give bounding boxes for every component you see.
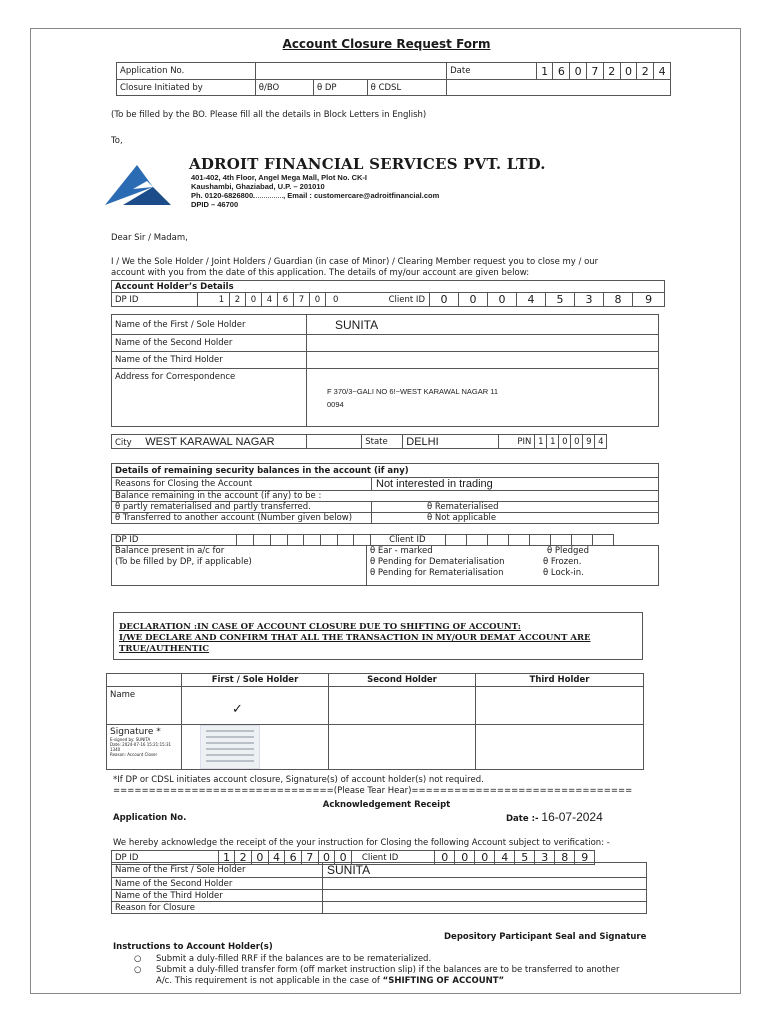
client-id-digit[interactable]: 9 (633, 293, 665, 307)
status-frozen[interactable]: θ Frozen. (543, 557, 582, 567)
intro-line-2: account with you from the date of this application. The details of my/our account are given below: (111, 268, 530, 278)
balance-present-cell (112, 546, 367, 586)
address-value[interactable] (307, 369, 659, 427)
transfer-dp-digit[interactable] (287, 535, 304, 546)
dp-id-digit[interactable]: 0 (310, 293, 326, 307)
transfer-dp-digit[interactable] (354, 535, 371, 546)
ack-reason-label: Reason for Closure (112, 902, 323, 914)
date-digit[interactable]: 1 (536, 63, 553, 80)
transfer-dp-digit[interactable] (304, 535, 321, 546)
dp-id-digit[interactable]: 6 (278, 293, 294, 307)
esign-line-2: Date: 2024-07-16 15:21:15:31 1340 (110, 742, 172, 752)
dp-id-label: DP ID (112, 293, 198, 307)
application-no-label: Application No. (117, 63, 256, 80)
pin-digit[interactable]: 1 (547, 435, 559, 449)
application-no-field[interactable] (255, 63, 446, 80)
dp-id-digit[interactable]: 4 (262, 293, 278, 307)
ack-title: Acknowledgement Receipt (322, 800, 451, 810)
option-transferred[interactable]: θ Transferred to another account (Number given below) (112, 513, 372, 524)
form-title: Account Closure Request Form (282, 37, 491, 51)
reasons-label: Reasons for Closing the Account (112, 478, 372, 491)
intro-line-1: I / We the Sole Holder / Joint Holders / Guardian (in case of Minor) / Clearing Member request you to close my / our (111, 257, 599, 267)
instruction-item-2-text: Submit a duly-filled transfer form (off market instruction slip) if the balances are to be transferred to another (156, 965, 620, 975)
dp-id-last-digit[interactable]: 0 (333, 294, 339, 305)
option-not-applicable[interactable]: θ Not applicable (372, 513, 659, 524)
phone-prefix: Ph. 0120- (191, 191, 224, 200)
name-row-label: Name (107, 687, 182, 725)
phone-number: 6826800 (223, 191, 254, 200)
transfer-dp-digit[interactable] (237, 535, 254, 546)
ack-dp-digit: 7 (301, 851, 318, 865)
closure-initiated-label: Closure Initiated by (117, 80, 256, 96)
closure-blank-cell (447, 80, 671, 96)
application-header-table (116, 62, 671, 96)
date-digit[interactable]: 0 (570, 63, 587, 80)
ack-dp-digit: 2 (235, 851, 252, 865)
company-address (191, 173, 439, 209)
ack-first-holder-label: Name of the First / Sole Holder (112, 863, 323, 878)
declaration-line-2: I/WE DECLARE AND CONFIRM THAT ALL THE TRANSACTION IN MY/OUR DEMAT ACCOUNT ARE TRUE/AUTHENTIC (119, 633, 591, 654)
instruction-item-2-cont (156, 976, 504, 987)
ack-client-id-label: Client ID (351, 851, 434, 865)
option-rematerialised[interactable]: θ Rematerialised (372, 502, 659, 513)
esign-line-3: Reason: Account Closer (110, 752, 158, 757)
pin-digit[interactable]: 0 (571, 435, 583, 449)
transfer-dp-digit[interactable] (320, 535, 337, 546)
status-pledged[interactable]: θ Pledged (547, 546, 590, 556)
transfer-client-digit[interactable] (529, 535, 550, 546)
esign-line-1: E-signed by: SUNITA (110, 737, 151, 742)
status-pending-demat[interactable]: θ Pending for Dematerialisation (370, 557, 505, 567)
ack-dp-digit: 1 (218, 851, 235, 865)
ack-names-table (111, 862, 647, 914)
signature-label: Signature * (110, 727, 161, 737)
col-second-holder: Second Holder (329, 674, 476, 687)
company-address-line1: 401-402, 4th Floor, Angel Mega Mall, Plot No. CK-I (191, 173, 368, 182)
ack-client-digit: 3 (535, 851, 555, 865)
ack-client-digit: 0 (435, 851, 455, 865)
state-label: State (362, 435, 403, 449)
remaining-label: Balance remaining in the account (if any) to be : (112, 491, 659, 502)
balance-present-label: Balance present in a/c for (115, 546, 225, 556)
address-line-2: 0094 (327, 399, 344, 409)
balance-present-note: (To be filled by DP, if applicable) (115, 557, 252, 567)
signature-table (106, 673, 644, 770)
transfer-dp-digit[interactable] (270, 535, 287, 546)
second-holder-name[interactable] (329, 687, 476, 725)
col-third-holder: Third Holder (476, 674, 644, 687)
declaration-line-1: DECLARATION :IN CASE OF ACCOUNT CLOSURE DUE TO SHIFTING OF ACCOUNT: (119, 622, 521, 632)
city-state-pin-table (111, 434, 658, 449)
ack-dp-digit: 0 (251, 851, 268, 865)
company-dpid: DPID – 46700 (191, 200, 239, 209)
address-label: Address for Correspondence (112, 369, 307, 427)
instruction-item-2: ○ Submit a duly-filled transfer form (off market instruction slip) if the balances are to be transferred to another (134, 965, 620, 975)
city-cell (112, 435, 307, 449)
ack-dp-digit: 0 (318, 851, 335, 865)
transfer-client-digit[interactable] (550, 535, 571, 546)
dp-id-digit[interactable]: 0 (246, 293, 262, 307)
company-contact (191, 191, 439, 200)
second-holder-value[interactable] (307, 335, 659, 352)
dp-id-digit[interactable]: 7 (294, 293, 310, 307)
ack-client-digit: 4 (495, 851, 515, 865)
dp-id-digit (198, 293, 214, 307)
signature-image (200, 725, 260, 769)
status-pending-remat[interactable]: θ Pending for Rematerialisation (370, 568, 504, 578)
ack-second-holder-label: Name of the Second Holder (112, 878, 323, 890)
pin-digit[interactable]: 1 (535, 435, 547, 449)
declaration-box (113, 612, 643, 660)
date-digit[interactable]: 0 (620, 63, 637, 80)
holder-details-heading: Account Holder’s Details (112, 281, 665, 293)
date-digit[interactable]: 7 (587, 63, 604, 80)
ack-application-no: Application No. (113, 813, 187, 823)
signature-corner (107, 674, 182, 687)
city-blank (307, 435, 362, 449)
ack-date (506, 810, 603, 824)
salutation: Dear Sir / Madam, (111, 233, 188, 243)
client-id-label-text: Client ID (388, 294, 425, 305)
client-id-label (326, 293, 430, 307)
date-digit[interactable]: 2 (603, 63, 620, 80)
esign-details (110, 737, 178, 757)
ack-receipt-text: We hereby acknowledge the receipt of the your instruction for Closing the following Account subject to verification: - (113, 838, 610, 848)
date-digit[interactable]: 4 (654, 63, 671, 80)
company-logo (103, 161, 173, 209)
third-holder-label: Name of the Third Holder (112, 352, 307, 369)
reasons-value[interactable]: Not interested in trading (372, 478, 659, 491)
ack-client-digit: 8 (555, 851, 575, 865)
city-label: City (115, 437, 132, 448)
status-lockin[interactable]: θ Lock-in. (543, 568, 584, 578)
first-holder-value[interactable]: SUNITA (307, 315, 659, 335)
transfer-client-digit[interactable] (571, 535, 592, 546)
client-id-digit[interactable]: 8 (604, 293, 633, 307)
signature-row-label-cell (107, 725, 182, 770)
holder-names-table (111, 314, 659, 427)
to-line: To, (111, 136, 123, 146)
date-digit[interactable]: 2 (637, 63, 654, 80)
second-holder-label: Name of the Second Holder (112, 335, 307, 352)
holder-details-table (111, 280, 665, 307)
company-name: ADROIT FINANCIAL SERVICES PVT. LTD. (189, 155, 546, 173)
dp-id-digit[interactable]: 1 (214, 293, 230, 307)
company-address-line2: Kaushambi, Ghaziabad, U.P. – 201010 (191, 182, 325, 191)
first-holder-label: Name of the First / Sole Holder (112, 315, 307, 335)
pin-spacer (607, 435, 658, 449)
closure-option-bo[interactable]: θ/BO (255, 80, 313, 96)
ack-date-value[interactable]: 16-07-2024 (541, 810, 603, 824)
instruction-item-2-bold: “SHIFTING OF ACCOUNT” (382, 976, 505, 986)
ack-client-digit: 5 (515, 851, 535, 865)
balance-present-table (111, 545, 659, 586)
transfer-client-digit[interactable] (592, 535, 613, 546)
dp-seal-label: Depository Participant Seal and Signature (444, 932, 647, 942)
first-holder-signature[interactable] (182, 725, 329, 770)
ack-second-holder-value (323, 878, 647, 890)
transfer-client-digit[interactable] (488, 535, 509, 546)
ack-client-digit: 9 (575, 851, 595, 865)
transfer-spacer (613, 535, 658, 546)
ack-client-digit: 0 (475, 851, 495, 865)
ack-client-digit: 0 (455, 851, 475, 865)
client-id-digit[interactable]: 0 (459, 293, 488, 307)
client-id-digit[interactable]: 4 (517, 293, 546, 307)
transfer-client-digit[interactable] (467, 535, 488, 546)
ack-dp-digit: 4 (268, 851, 285, 865)
transfer-client-digit[interactable] (509, 535, 530, 546)
transfer-dp-digit[interactable] (337, 535, 354, 546)
ack-dp-id-label: DP ID (112, 851, 219, 865)
instruction-item-1: ○ Submit a duly-filled RRF if the balances are to be rematerialized. (134, 954, 432, 964)
ack-third-holder-value (323, 890, 647, 902)
ack-third-holder-label: Name of the Third Holder (112, 890, 323, 902)
balance-status-cell (367, 546, 659, 586)
city-value[interactable]: WEST KARAWAL NAGAR (145, 435, 275, 448)
instructions-title: Instructions to Account Holder(s) (113, 942, 273, 952)
ack-dp-digit: 6 (285, 851, 302, 865)
status-ear-marked[interactable]: θ Ear - marked (370, 546, 433, 556)
date-digit[interactable]: 6 (553, 63, 570, 80)
ack-first-holder-value: SUNITA (323, 863, 647, 878)
balances-table (111, 463, 659, 524)
pin-digit[interactable]: 0 (559, 435, 571, 449)
ack-date-label: Date :- (506, 814, 539, 824)
transfer-client-id-label: Client ID (371, 535, 446, 546)
tear-line: ===============================(Please Tear Hear)=============================== (113, 786, 633, 796)
client-id-digit[interactable]: 0 (488, 293, 517, 307)
state-value[interactable]: DELHI (403, 435, 499, 449)
option-partly[interactable]: θ partly rematerialised and partly transferred. (112, 502, 372, 513)
address-line-1: F 370/3~GALI NO 6!~WEST KARAWAL NAGAR 11 (327, 386, 499, 396)
ack-dp-digit: 0 (335, 851, 352, 865)
first-holder-tick[interactable]: ✓ (182, 687, 329, 725)
form-page (30, 28, 741, 994)
transfer-dp-id-label: DP ID (112, 535, 237, 546)
pin-digit[interactable]: 4 (595, 435, 607, 449)
client-id-digit[interactable]: 0 (430, 293, 459, 307)
third-holder-value[interactable] (307, 352, 659, 369)
dp-id-digit[interactable]: 2 (230, 293, 246, 307)
pin-digit[interactable]: 9 (583, 435, 595, 449)
third-holder-signature[interactable] (476, 725, 644, 770)
client-id-digit[interactable]: 5 (546, 293, 575, 307)
date-label: Date (447, 63, 537, 80)
footnote: *If DP or CDSL initiates account closure, Signature(s) of account holder(s) not required. (113, 775, 484, 785)
company-email: , Email : customercare@adroitfinancial.com (283, 191, 440, 200)
client-id-digit[interactable]: 3 (575, 293, 604, 307)
closure-option-cdsl[interactable]: θ CDSL (367, 80, 446, 96)
third-holder-name[interactable] (476, 687, 644, 725)
closure-option-dp[interactable]: θ DP (313, 80, 367, 96)
instruction-item-2-line2: A/c. This requirement is not applicable in the case of (156, 976, 383, 986)
transfer-client-digit[interactable] (446, 535, 467, 546)
transfer-dp-digit[interactable] (254, 535, 271, 546)
instruction-item-1-text: Submit a duly-filled RRF if the balances are to be rematerialized. (156, 954, 432, 964)
pin-label: PIN (499, 435, 535, 449)
ack-reason-value (323, 902, 647, 914)
balances-heading: Details of remaining security balances in the account (if any) (112, 464, 659, 478)
second-holder-signature[interactable] (329, 725, 476, 770)
col-first-holder: First / Sole Holder (182, 674, 329, 687)
fill-note: (To be filled by the BO. Please fill all the details in Block Letters in English) (111, 110, 427, 120)
